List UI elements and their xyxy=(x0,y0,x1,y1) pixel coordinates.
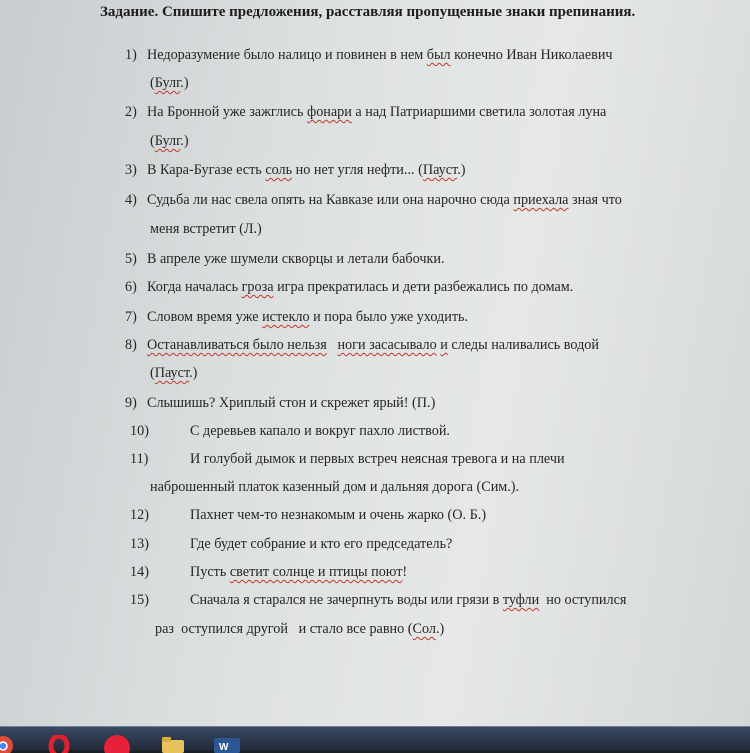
item-text: но нет угля нефти... ( xyxy=(292,162,423,178)
item-number: 3) xyxy=(125,162,137,178)
list-item xyxy=(150,75,189,92)
item-text: .) xyxy=(457,162,466,178)
spellcheck-word: Пауст xyxy=(422,162,458,178)
spellcheck-word: Сол xyxy=(412,621,436,637)
item-text: наброшенный платок казенный дом и дальняя дорога (Сим.). xyxy=(150,479,520,495)
list-item xyxy=(150,133,189,150)
item-text: и пора было уже уходить. xyxy=(309,309,469,325)
item-text: а над Патриаршими светила золотая луна xyxy=(351,104,607,120)
item-text: Когда началась xyxy=(147,279,242,295)
item-number: 1) xyxy=(125,47,137,63)
item-number: 5) xyxy=(125,251,137,267)
item-text: следы наливались водой xyxy=(447,337,599,353)
list-item xyxy=(125,395,435,412)
spellcheck-word: соль xyxy=(265,162,293,178)
item-text: ( xyxy=(150,365,155,381)
item-text: но оступился xyxy=(539,592,627,608)
item-text: Пусть xyxy=(190,564,230,580)
item-text: Недоразумение было налицо и повинен в нем xyxy=(147,47,427,63)
spellcheck-word: туфли xyxy=(502,592,540,608)
spellcheck-word: Пауст xyxy=(154,365,190,381)
list-item xyxy=(125,47,613,64)
spellcheck-word: Булг xyxy=(154,75,181,91)
item-text: И голубой дымок и первых встреч неясная тревога и на плечи xyxy=(190,451,565,467)
list-item xyxy=(125,192,622,209)
item-text: .) xyxy=(189,365,198,381)
item-number: 2) xyxy=(125,104,137,120)
list-item xyxy=(130,423,450,440)
list-item xyxy=(130,451,565,468)
item-text: На Бронной уже зажглись xyxy=(147,104,307,120)
list-item xyxy=(125,309,468,326)
list-item xyxy=(125,162,465,179)
item-number: 10) xyxy=(130,423,149,439)
item-number: 11) xyxy=(130,451,149,467)
item-text: Сначала я старался не зачерпнуть воды или грязи в xyxy=(190,592,503,608)
item-text: раз оступился другой и стало все равно ( xyxy=(155,621,413,637)
list-item xyxy=(130,507,486,524)
opera-icon[interactable] xyxy=(48,735,70,753)
spellcheck-word: гроза xyxy=(241,279,274,295)
list-item xyxy=(125,337,599,354)
item-text: Пахнет чем-то незнакомым и очень жарко (О. Б.) xyxy=(190,507,487,523)
item-number: 4) xyxy=(125,192,137,208)
item-text: С деревьев капало и вокруг пахло листвой. xyxy=(190,423,450,439)
spellcheck-word: Останавливаться было нельзя xyxy=(147,337,327,353)
list-item xyxy=(125,104,606,121)
yandex-icon[interactable] xyxy=(100,735,134,753)
item-text: игра прекратилась и дети разбежались по домам. xyxy=(273,279,574,295)
item-number: 12) xyxy=(130,507,149,523)
list-item xyxy=(130,564,407,581)
item-number: 8) xyxy=(125,337,137,353)
spellcheck-word: Булг xyxy=(154,133,181,149)
chrome-icon[interactable] xyxy=(0,735,14,753)
item-number: 6) xyxy=(125,279,137,295)
item-text: .) xyxy=(180,75,189,91)
item-text: .) xyxy=(180,133,189,149)
item-text: меня встретит (Л.) xyxy=(150,221,262,237)
word-icon[interactable] xyxy=(212,735,242,753)
item-number: 9) xyxy=(125,395,137,411)
list-item xyxy=(125,279,573,296)
item-number: 14) xyxy=(130,564,149,580)
list-item xyxy=(155,621,444,638)
item-text: зная что xyxy=(568,192,622,208)
task-heading: Задание. Спишите предложения, расставляя пропущенные знаки препинания. xyxy=(100,4,636,20)
item-text: Где будет собрание и кто его председатель? xyxy=(190,536,453,552)
spellcheck-word: истекло xyxy=(262,309,310,325)
list-item xyxy=(130,536,452,553)
spellcheck-word: приехала xyxy=(513,192,569,208)
item-text: ( xyxy=(150,133,155,149)
spellcheck-word: ноги засасывало xyxy=(337,337,437,353)
list-item xyxy=(150,365,197,382)
spellcheck-word: был xyxy=(426,47,451,63)
spellcheck-word: и xyxy=(440,337,448,353)
svg-text:W: W xyxy=(219,742,229,753)
item-text: ! xyxy=(402,564,408,580)
item-number: 13) xyxy=(130,536,149,552)
item-number: 7) xyxy=(125,309,137,325)
list-item xyxy=(150,479,519,496)
item-text: В Кара-Бугазе есть xyxy=(147,162,266,178)
list-item xyxy=(150,221,262,238)
list-item xyxy=(130,592,626,609)
item-text: Словом время уже xyxy=(147,309,263,325)
item-text: В апреле уже шумели скворцы и летали бабочки. xyxy=(147,251,445,267)
item-text: конечно Иван Николаевич xyxy=(450,47,613,63)
spellcheck-word: фонари xyxy=(307,104,352,120)
item-text xyxy=(327,337,338,353)
folder-icon[interactable] xyxy=(160,735,186,753)
item-number: 15) xyxy=(130,592,149,608)
item-text: .) xyxy=(435,621,445,637)
item-text: ( xyxy=(150,75,155,91)
spellcheck-word: светит солнце и птицы поют xyxy=(229,564,403,580)
list-item xyxy=(125,251,445,268)
item-text: Судьба ли нас свела опять на Кавказе или она нарочно сюда xyxy=(147,192,514,208)
item-text: Слышишь? Хриплый стон и скрежет ярый! (П.) xyxy=(147,395,436,411)
